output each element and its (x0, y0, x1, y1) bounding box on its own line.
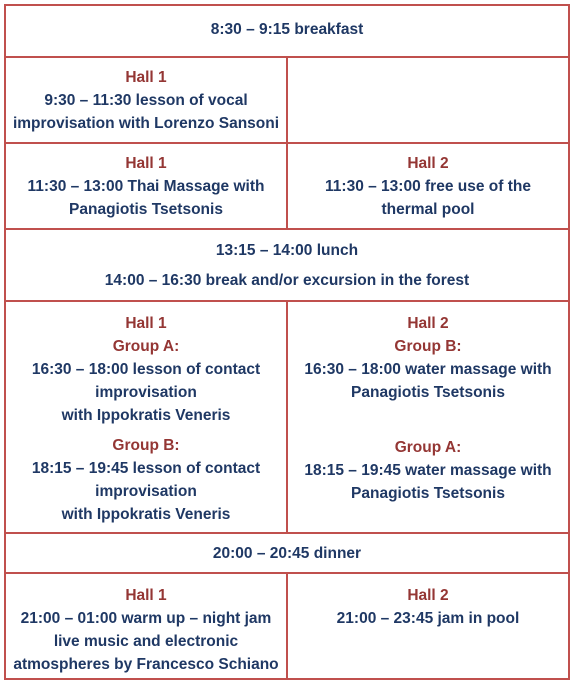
session-line: 16:30 – 18:00 lesson of contact (31, 361, 261, 378)
hall-label: Hall 2 (407, 587, 449, 604)
cell-breakfast (6, 6, 568, 56)
cell-afternoon-hall1 (6, 302, 288, 532)
cell-night-hall1 (6, 574, 288, 678)
session-line: Panagiotis Tsetsonis (351, 384, 505, 401)
lunch-text: 13:15 – 14:00 lunch (215, 242, 359, 259)
session-line: 9:30 – 11:30 lesson of vocal (44, 92, 248, 109)
session-line: atmospheres by Francesco Schiano (13, 656, 279, 673)
session-line: 21:00 – 01:00 warm up – night jam (20, 610, 272, 627)
hall-label: Hall 1 (125, 587, 167, 604)
row-lunch (6, 228, 568, 300)
session-line: Panagiotis Tsetsonis (351, 485, 505, 502)
cell-night-hall2 (288, 574, 568, 678)
session-line: improvisation (95, 384, 197, 401)
hall-label: Hall 2 (407, 315, 449, 332)
row-afternoon (6, 300, 568, 532)
hall-label: Hall 1 (125, 315, 167, 332)
group-label: Group B: (112, 437, 180, 454)
session-line: improvisation with Lorenzo Sansoni (12, 115, 280, 132)
schedule-table (4, 4, 570, 680)
hall-label: Hall 1 (125, 155, 167, 172)
hall-label: Hall 2 (407, 155, 449, 172)
cell-morning-empty (288, 58, 568, 142)
group-label: Group B: (394, 338, 462, 355)
row-morning (6, 56, 568, 142)
session-line: improvisation (95, 483, 197, 500)
session-line: live music and electronic (53, 633, 239, 650)
row-midday (6, 142, 568, 228)
cell-midday-hall2 (288, 144, 568, 228)
cell-dinner (6, 534, 568, 572)
cell-lunch (6, 230, 568, 300)
session-line: 16:30 – 18:00 water massage with (304, 361, 552, 378)
group-label: Group A: (394, 439, 462, 456)
session-line: 11:30 – 13:00 Thai Massage with (27, 178, 265, 195)
cell-midday-hall1 (6, 144, 288, 228)
session-line: with Ippokratis Veneris (61, 506, 231, 523)
cell-morning-hall1 (6, 58, 288, 142)
session-line: Panagiotis Tsetsonis (69, 201, 223, 218)
row-breakfast (6, 6, 568, 56)
session-line: 18:15 – 19:45 water massage with (304, 462, 552, 479)
session-line: 18:15 – 19:45 lesson of contact (31, 460, 261, 477)
session-line: 21:00 – 23:45 jam in pool (336, 610, 520, 627)
session-line: 11:30 – 13:00 free use of the (325, 178, 531, 195)
row-dinner (6, 532, 568, 572)
cell-afternoon-hall2 (288, 302, 568, 532)
group-label: Group A: (112, 338, 180, 355)
row-night (6, 572, 568, 678)
dinner-text: 20:00 – 20:45 dinner (212, 545, 362, 562)
break-text: 14:00 – 16:30 break and/or excursion in the forest (104, 272, 470, 289)
breakfast-text: 8:30 – 9:15 breakfast (210, 21, 364, 38)
session-line: with Ippokratis Veneris (61, 407, 231, 424)
session-line: thermal pool (381, 201, 475, 218)
hall-label: Hall 1 (125, 69, 167, 86)
